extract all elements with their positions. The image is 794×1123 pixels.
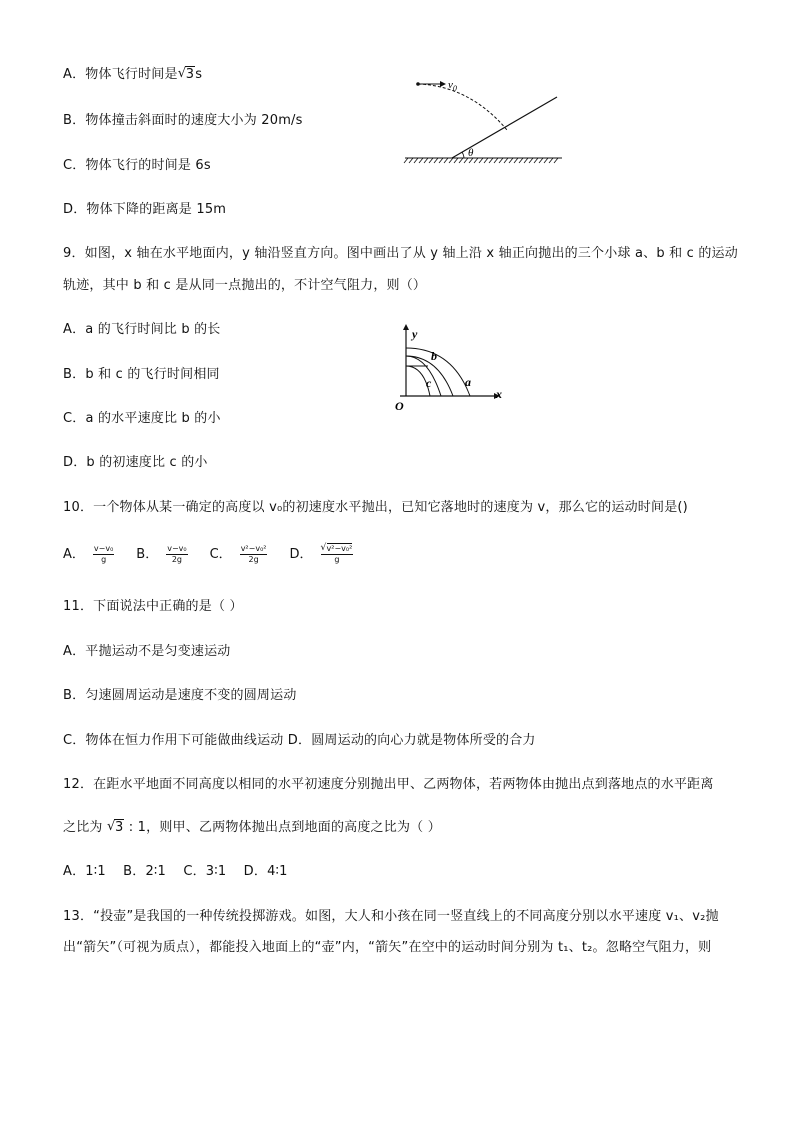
q13-stem-line2: 出“箭矢”（可视为质点），都能投入地面上的“壶”内，“箭矢”在空中的运动时间分别为 t₁、t₂。忽略空气阻力，则 — [63, 940, 712, 955]
fraction-numerator: v−v₀ — [93, 544, 114, 553]
q10-option-c — [210, 544, 270, 565]
q9-stem-line2: 轨迹，其中 b 和 c 是从同一点抛出的，不计空气阻力，则（） — [63, 278, 427, 293]
hatch-mark — [479, 158, 483, 163]
hatch-mark — [434, 158, 438, 163]
q12-stem-line2 — [63, 819, 441, 837]
hatch-mark — [549, 158, 553, 163]
trajectory-dashed — [418, 84, 507, 130]
fraction-denominator: 2g — [248, 555, 259, 564]
hatch-mark — [484, 158, 488, 163]
q8-option-a-unit: s — [195, 67, 203, 82]
y-axis-label: y — [412, 327, 418, 341]
q8-option-d: D．物体下降的距离是 15m — [63, 202, 227, 217]
hatch-mark — [514, 158, 518, 163]
q12-line2-suffix: ，则甲、乙两物体抛出点到地面的高度之比为（ ） — [146, 820, 441, 835]
q10-option-c-fraction — [240, 544, 268, 565]
velocity-arrowhead — [440, 81, 446, 87]
hatch-mark — [539, 158, 543, 163]
hatch-mark — [554, 158, 558, 163]
hatch-mark — [519, 158, 523, 163]
hatch-mark — [544, 158, 548, 163]
hatch-mark — [534, 158, 538, 163]
hatch-mark — [494, 158, 498, 163]
q8-option-a — [63, 66, 202, 84]
fraction-numerator: v²−v₀² — [326, 544, 353, 553]
q10-option-b — [136, 544, 189, 565]
hatch-mark — [509, 158, 513, 163]
fraction-numerator: v−v₀ — [167, 544, 187, 553]
q10-options — [63, 544, 375, 565]
q10-option-a — [63, 544, 116, 565]
q10-option-d-label: D． — [289, 546, 313, 562]
q13-stem-line1: 13．“投壶”是我国的一种传统投掷游戏。如图，大人和小孩在同一竖直线上的不同高度分别以水平速度 v₁、v₂抛 — [63, 909, 719, 924]
q10-option-a-label: A． — [63, 546, 85, 562]
v0-label: $v_0$ — [448, 79, 457, 93]
q8-option-a-root: 3 — [185, 67, 195, 82]
incline-figure — [400, 72, 570, 172]
label-a: a — [465, 375, 471, 389]
sqrt-symbol: √ 3 — [106, 819, 124, 835]
hatch-mark — [529, 158, 533, 163]
theta-label: θ — [468, 147, 474, 159]
q10-stem: 10．一个物体从某一确定的高度以 v₀的初速度水平抛出，已知它落地时的速度为 v，那么它的运动时间是() — [63, 500, 688, 515]
q9-option-d: D．b 的初速度比 c 的小 — [63, 455, 208, 470]
q12-options: A．1∶1 B．2∶1 C．3∶1 D．4∶1 — [63, 864, 288, 879]
q11-option-b: B．匀速圆周运动是速度不变的圆周运动 — [63, 688, 297, 703]
q8-option-b: B．物体撞击斜面时的速度大小为 20m/s — [63, 113, 303, 128]
label-c: c — [426, 376, 432, 390]
q9-option-a: A．a 的飞行时间比 b 的长 — [63, 322, 221, 337]
fraction-denominator: g — [101, 555, 107, 564]
hatch-mark — [419, 158, 423, 163]
hatch-mark — [459, 158, 463, 163]
hatch-mark — [524, 158, 528, 163]
q12-stem-line1: 12．在距水平地面不同高度以相同的水平初速度分别抛出甲、乙两物体，若两物体由抛出点到落地点的水平距离 — [63, 777, 714, 792]
fraction-numerator-sqrt: √ v²−v₀² — [320, 543, 353, 553]
q12-ratio: : 1 — [124, 820, 147, 835]
hatch-mark — [404, 158, 408, 163]
ground-hatching — [404, 158, 562, 163]
q10-option-d — [289, 544, 355, 565]
q10-option-d-fraction — [321, 544, 354, 565]
q9-option-b: B．b 和 c 的飞行时间相同 — [63, 367, 220, 382]
q8-option-c: C．物体飞行的时间是 6s — [63, 158, 211, 173]
hatch-mark — [504, 158, 508, 163]
fraction-numerator: v²−v₀² — [240, 544, 267, 553]
q9-stem-line1: 9．如图，x 轴在水平地面内，y 轴沿竖直方向。图中画出了从 y 轴上沿 x 轴正向抛出的三个小球 a、b 和 c 的运动 — [63, 246, 738, 261]
theta-arc — [462, 152, 464, 158]
fraction-denominator: 2g — [171, 555, 182, 564]
y-axis-arrow — [403, 324, 409, 330]
hatch-mark — [409, 158, 413, 163]
hatch-mark — [414, 158, 418, 163]
q9-option-c: C．a 的水平速度比 b 的小 — [63, 411, 221, 426]
q10-option-c-label: C． — [209, 546, 232, 562]
hatch-mark — [449, 158, 453, 163]
hatch-mark — [444, 158, 448, 163]
q10-option-b-label: B． — [136, 546, 159, 562]
hatch-mark — [424, 158, 428, 163]
label-b: b — [431, 349, 437, 363]
q12-line2-prefix: 之比为 — [63, 820, 103, 835]
hatch-mark — [499, 158, 503, 163]
fraction-denominator: g — [334, 555, 340, 564]
q10-option-b-fraction — [166, 544, 187, 565]
q10-option-a-fraction — [93, 544, 114, 565]
x-axis-label: x — [496, 387, 502, 401]
q11-stem: 11．下面说法中正确的是（ ） — [63, 599, 243, 614]
hatch-mark — [489, 158, 493, 163]
hatch-mark — [429, 158, 433, 163]
q11-option-a: A．平抛运动不是匀变速运动 — [63, 644, 231, 659]
sqrt-symbol: √ 3 — [177, 66, 195, 82]
hatch-mark — [474, 158, 478, 163]
q11-option-cd: C．物体在恒力作用下可能做曲线运动 D．圆周运动的向心力就是物体所受的合力 — [63, 733, 536, 748]
trajectory-figure — [390, 322, 510, 412]
hatch-mark — [454, 158, 458, 163]
origin-label: O — [395, 399, 404, 413]
hatch-mark — [439, 158, 443, 163]
q12-root: 3 — [114, 820, 124, 835]
q8-option-a-text: A．物体飞行时间是 — [63, 67, 178, 82]
